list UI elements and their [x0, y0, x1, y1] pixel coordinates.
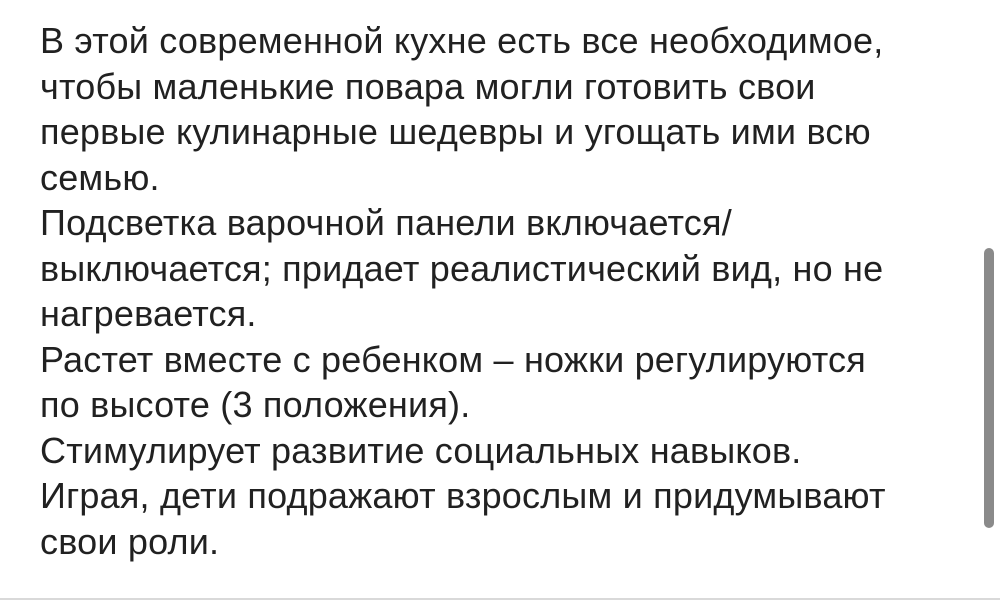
description-line: В этой современной кухне есть все необходимое,: [40, 20, 884, 61]
scrollbar-track[interactable]: [978, 0, 1000, 603]
scrollbar-thumb[interactable]: [984, 248, 994, 528]
description-line: по высоте (3 положения).: [40, 384, 471, 425]
description-line: Играя, дети подражают взрослым и придумывают: [40, 475, 886, 516]
description-line: выключается; придает реалистический вид, но не: [40, 247, 884, 289]
bottom-divider: [0, 598, 1000, 600]
description-line: свои роли.: [40, 520, 220, 562]
description-line: Стимулирует развитие социальных навыков.: [40, 429, 802, 471]
description-line: чтобы маленькие повара могли готовить свои: [40, 65, 816, 107]
description-line: нагревается.: [40, 293, 257, 334]
description-line: Подсветка варочной панели включается/: [40, 202, 732, 243]
description-line: семью.: [40, 156, 160, 198]
description-line: Растет вместе с ребенком – ножки регулируются: [40, 338, 866, 380]
description-text: [40, 18, 940, 564]
description-line: первые кулинарные шедевры и угощать ими всю: [40, 111, 871, 152]
